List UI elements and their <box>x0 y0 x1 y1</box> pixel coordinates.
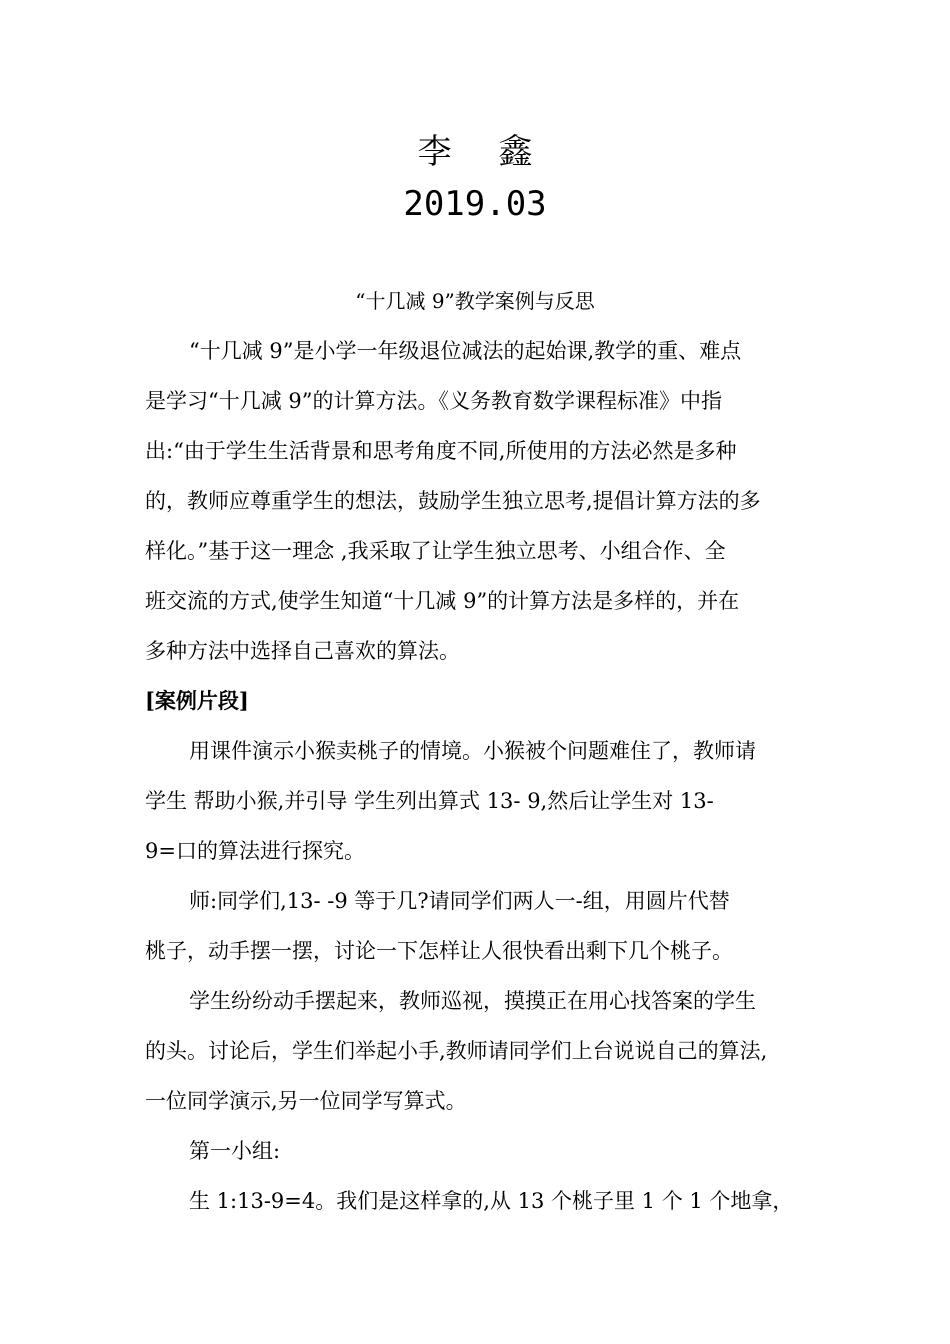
paragraph-line: 出:“由于学生生活背景和思考角度不同,所使用的方法必然是多种 <box>145 439 737 463</box>
paragraph-line: 多种方法中选择自己喜欢的算法。 <box>145 639 460 663</box>
paragraph-line: 样化。”基于这一理念 ,我采取了让学生独立思考、小组合作、全 <box>145 539 726 563</box>
paragraph-line: 一位同学演示,另一位同学写算式。 <box>145 1089 467 1113</box>
paragraph-line: 第一小组: <box>189 1139 281 1163</box>
document-body <box>145 331 810 1231</box>
paragraph-line: 的，教师应尊重学生的想法，鼓励学生独立思考,提倡计算方法的多 <box>145 489 761 513</box>
section-heading: [案例片段] <box>145 688 249 713</box>
paragraph-line: 的头。讨论后，学生们举起小手,教师请同学们上台说说自己的算法, <box>145 1039 768 1063</box>
paragraph-line: 学生纷纷动手摆起来，教师巡视，摸摸正在用心找答案的学生 <box>189 989 756 1013</box>
document-title: “十几减 9”教学案例与反思 <box>355 289 595 313</box>
document-date: 2019.03 <box>403 184 547 224</box>
author-name: 李 鑫 <box>417 132 551 172</box>
paragraph-line: 师:同学们,13- -9 等于几?请同学们两人一-组，用圆片代替 <box>189 889 730 913</box>
paragraph-line: 用课件演示小猴卖桃子的情境。小猴被个问题难住了，教师请 <box>189 739 756 763</box>
paragraph-line: 9=口的算法进行探究。 <box>145 839 365 863</box>
paragraph-line: 是学习“十几减 9”的计算方法。《义务教育数学课程标准》中指 <box>145 389 723 413</box>
paragraph-line: 学生 帮助小猴,并引导 学生列出算式 13- 9,然后让学生对 13- <box>145 789 714 813</box>
paragraph-line: 桃子，动手摆一摆，讨论一下怎样让人很快看出剩下几个桃子。 <box>145 939 733 963</box>
paragraph-line: 生 1:13-9=4。我们是这样拿的,从 13 个桃子里 1 个 1 个地拿， <box>189 1189 794 1213</box>
paragraph-line: 班交流的方式,使学生知道“十几减 9”的计算方法是多样的，并在 <box>145 589 740 613</box>
paragraph-line: “十几减 9”是小学一年级退位减法的起始课,教学的重、难点 <box>189 339 742 363</box>
